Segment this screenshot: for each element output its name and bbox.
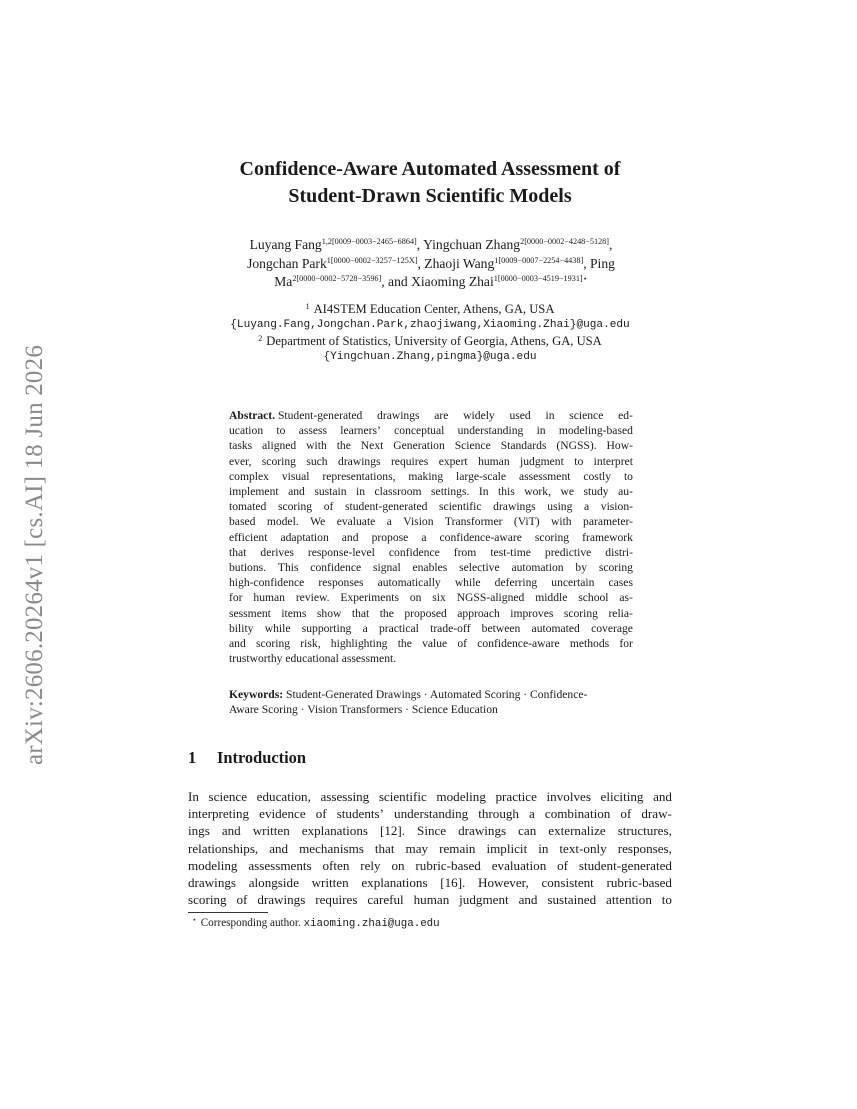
keywords-label: Keywords:: [229, 688, 284, 701]
abstract-line: high-confidence responses automatically while deferring uncertain cases: [229, 576, 633, 590]
affiliation-2-emails: {Yingchuan.Zhang,pingma}@uga.edu: [323, 351, 537, 363]
body-line: In science education, assessing scientific modeling practice involves eliciting and: [188, 789, 672, 804]
section-number: 1: [188, 748, 197, 767]
author-name: Luyang Fang: [249, 237, 322, 252]
author-separator: ,: [609, 237, 613, 252]
abstract-line: tomated scoring of student-generated scientific drawings using a vision-: [229, 500, 633, 514]
abstract: [229, 408, 633, 666]
abstract-line: ucation to assess learners’ conceptual understanding in modeling-based: [229, 424, 633, 438]
abstract-line: Abstract. Student-generated drawings are widely used in science ed-: [229, 409, 633, 422]
author-orcid: 2[0000−0002−4248−5128]: [520, 237, 609, 246]
body-line: interpreting evidence of students’ understanding through a combination of draw-: [188, 806, 672, 822]
abstract-line: tasks aligned with the Next Generation Science Standards (NGSS). How-: [229, 439, 633, 453]
author-orcid: 1[0000−0003−4519−1931]⋆: [493, 274, 588, 283]
author-separator: ,: [416, 237, 424, 252]
abstract-line: implement and sustain in classroom settings. In this work, we study au-: [229, 485, 633, 499]
body-paragraph: [188, 788, 672, 908]
author-name: Zhaoji Wang: [424, 255, 495, 271]
affiliation-marker: 2: [258, 334, 263, 343]
body-line: modeling assessments often rely on rubric-based evaluation of student-generated: [188, 857, 672, 873]
title-line-2: Student-Drawn Scientific Models: [288, 185, 572, 207]
author-name: Ma: [274, 274, 293, 289]
author-separator: ,: [417, 255, 425, 271]
author-separator: , and: [381, 274, 412, 289]
footnote-email: xiaoming.zhai@uga.edu: [303, 918, 440, 930]
body-line: drawings alongside written explanations [16]. However, consistent rubric-based: [188, 875, 672, 891]
affiliation-marker: 1: [305, 302, 310, 311]
author-orcid: 1[0000−0002−3257−125X]: [326, 255, 418, 265]
author-orcid: 1,2[0009−0003−2465−6864]: [321, 237, 417, 246]
affiliation-1: [150, 301, 710, 317]
abstract-line: butions. This confidence signal enables selective automation by scoring: [229, 561, 633, 575]
abstract-line: complex visual representations, making large-scale assessment costly to: [229, 469, 633, 483]
title-line-1: Confidence-Aware Automated Assessment of: [239, 158, 621, 180]
author-line-2: [180, 255, 682, 274]
abstract-line: that derives response-level confidence from test-time predictive distri-: [229, 545, 633, 559]
body-line: relationships, and mechanisms that may remain implicit in text-only responses,: [188, 840, 672, 856]
section-heading: [188, 748, 306, 768]
body-line: scoring of drawings requires careful human judgment and sustained attention to: [188, 892, 672, 908]
author-name: Xiaoming Zhai: [411, 274, 494, 289]
author-list: [180, 236, 682, 292]
footnote-text: Corresponding author.: [200, 917, 304, 929]
affiliations: [150, 301, 710, 365]
arxiv-identifier: arXiv:2606.20264v1 [cs.AI] 18 Jun 2026: [21, 344, 48, 766]
affiliation-text: AI4STEM Education Center, Athens, GA, USA: [313, 302, 555, 316]
author-orcid: 1[0009−0007−2254−4438]: [494, 255, 584, 265]
abstract-line: ever, scoring such drawings requires expert human judgment to interpret: [229, 454, 633, 468]
keywords: [229, 687, 659, 717]
footnote-divider: [188, 912, 268, 913]
section-title: Introduction: [217, 748, 306, 767]
body-line: ings and written explanations [12]. Since drawings can externalize structures,: [188, 823, 672, 839]
footnote-marker: ⋆: [192, 915, 197, 924]
abstract-line: trustworthy educational assessment.: [229, 652, 397, 666]
arxiv-sidebar-stamp: [13, 315, 57, 795]
abstract-line: for human review. Experiments on six NGSS-aligned middle school as-: [229, 591, 633, 605]
keywords-line: Aware Scoring · Vision Transformers · Science Education: [229, 703, 498, 717]
affiliation-2: [150, 333, 710, 349]
author-name: Yingchuan Zhang: [423, 237, 521, 252]
paper-title: [150, 156, 710, 210]
abstract-line: efficient adaptation and propose a confidence-aware scoring framework: [229, 530, 633, 544]
author-line-1: [180, 236, 682, 255]
author-orcid: 2[0000−0002−5728−3596]: [292, 274, 382, 283]
affiliation-1-emails: {Luyang.Fang,Jongchan.Park,zhaojiwang,Xiaoming.Zhai}@uga.edu: [230, 319, 630, 331]
abstract-line: bility while supporting a practical trade-off between automated coverage: [229, 621, 633, 635]
footnote: [192, 917, 440, 930]
author-line-3: [180, 273, 682, 292]
abstract-line: based model. We evaluate a Vision Transformer (ViT) with parameter-: [229, 515, 633, 529]
author-name: Jongchan Park: [247, 255, 327, 271]
affiliation-text: Department of Statistics, University of Georgia, Athens, GA, USA: [266, 334, 602, 348]
abstract-label: Abstract.: [229, 409, 276, 422]
author-separator: , Ping: [583, 255, 615, 271]
abstract-line: and scoring risk, highlighting the value of confidence-aware methods for: [229, 637, 633, 651]
abstract-line: sessment items show that the proposed approach improves scoring relia-: [229, 606, 633, 620]
keywords-line: Keywords: Student-Generated Drawings · Automated Scoring · Confidence-: [229, 688, 588, 701]
